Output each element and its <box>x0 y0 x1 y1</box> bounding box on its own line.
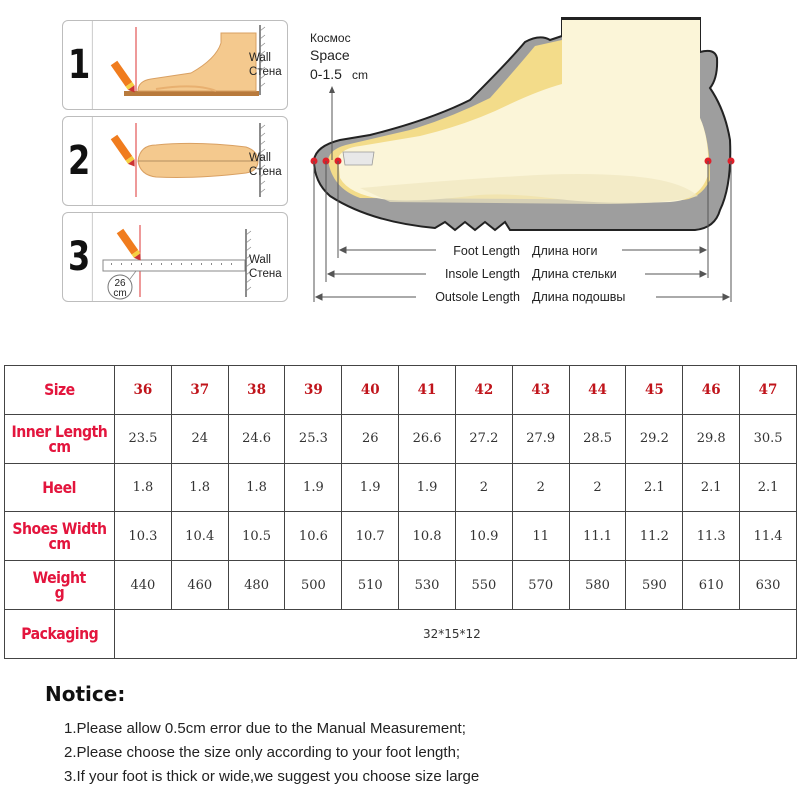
size-cell: 41 <box>399 366 456 415</box>
step-number: 2 <box>66 117 92 205</box>
row-header-shoes-width: Shoes Width cm <box>5 512 115 561</box>
inner-length-cell: 25.3 <box>285 414 342 463</box>
notice-title: Notice: <box>45 682 126 706</box>
weight-cell: 460 <box>171 561 228 610</box>
notice-list <box>64 717 479 789</box>
weight-cell: 610 <box>683 561 740 610</box>
shoes-width-cell: 10.5 <box>228 512 285 561</box>
size-cell: 44 <box>569 366 626 415</box>
notice-item: 2.Please choose the size only according to your foot length; <box>64 744 461 761</box>
size-cell: 46 <box>683 366 740 415</box>
shoe-cross-section-diagram <box>300 0 800 320</box>
weight-cell: 500 <box>285 561 342 610</box>
table-row-size <box>5 366 797 415</box>
size-cell: 45 <box>626 366 683 415</box>
weight-cell: 590 <box>626 561 683 610</box>
outsole-length-en: Outsole Length <box>435 290 520 304</box>
shoes-width-cell: 10.7 <box>342 512 399 561</box>
heel-cell: 2 <box>569 463 626 512</box>
table-row-weight <box>5 561 797 610</box>
row-header-inner-length: Inner Length cm <box>5 414 115 463</box>
measure-step-2 <box>62 116 288 206</box>
weight-cell: 480 <box>228 561 285 610</box>
weight-cell: 550 <box>455 561 512 610</box>
table-row-inner-length <box>5 414 797 463</box>
heel-cell: 2.1 <box>740 463 797 512</box>
table-row-shoes-width <box>5 512 797 561</box>
step-number: 3 <box>66 213 92 301</box>
step-number: 1 <box>66 21 92 109</box>
size-cell: 42 <box>455 366 512 415</box>
inner-length-cell: 29.8 <box>683 414 740 463</box>
heel-cell: 2.1 <box>626 463 683 512</box>
weight-cell: 580 <box>569 561 626 610</box>
row-header-heel: Heel <box>5 463 115 512</box>
shoes-width-cell: 11.1 <box>569 512 626 561</box>
size-cell: 43 <box>512 366 569 415</box>
row-header-weight: Weight g <box>5 561 115 610</box>
shoes-width-cell: 11 <box>512 512 569 561</box>
ruler-reading: 26 <box>114 278 126 289</box>
inner-length-cell: 26 <box>342 414 399 463</box>
inner-length-cell: 28.5 <box>569 414 626 463</box>
table-row-heel <box>5 463 797 512</box>
shoes-width-cell: 10.8 <box>399 512 456 561</box>
foot-length-ru: Длина ноги <box>532 244 598 258</box>
size-cell: 40 <box>342 366 399 415</box>
inner-length-cell: 24 <box>171 414 228 463</box>
notice-item: 3.If your foot is thick or wide,we suggest you choose size large <box>64 768 480 785</box>
space-range: 0-1.5 <box>310 66 342 82</box>
size-cell: 37 <box>171 366 228 415</box>
measure-step-3 <box>62 212 288 302</box>
shoes-width-cell: 10.9 <box>455 512 512 561</box>
heel-cell: 1.8 <box>171 463 228 512</box>
size-cell: 38 <box>228 366 285 415</box>
size-cell: 47 <box>740 366 797 415</box>
heel-cell: 1.9 <box>342 463 399 512</box>
heel-cell: 1.8 <box>228 463 285 512</box>
space-label-en: Space <box>310 47 350 63</box>
space-unit: cm <box>352 68 368 82</box>
shoes-width-cell: 10.3 <box>115 512 172 561</box>
shoes-width-cell: 10.6 <box>285 512 342 561</box>
inner-length-cell: 27.2 <box>455 414 512 463</box>
insole-length-en: Insole Length <box>444 267 520 281</box>
wall-label: Wall Стена <box>249 152 282 178</box>
shoes-width-cell: 11.4 <box>740 512 797 561</box>
weight-cell: 630 <box>740 561 797 610</box>
inner-length-cell: 26.6 <box>399 414 456 463</box>
size-chart-table <box>4 365 797 659</box>
heel-cell: 2.1 <box>683 463 740 512</box>
row-header-packaging: Packaging <box>5 609 115 658</box>
heel-cell: 1.9 <box>399 463 456 512</box>
shoes-width-cell: 10.4 <box>171 512 228 561</box>
heel-cell: 1.9 <box>285 463 342 512</box>
wall-label: Wall Стена <box>249 52 282 78</box>
size-cell: 36 <box>115 366 172 415</box>
weight-cell: 510 <box>342 561 399 610</box>
table-row-packaging <box>5 609 797 658</box>
measure-step-1 <box>62 20 288 110</box>
shoes-width-cell: 11.2 <box>626 512 683 561</box>
inner-length-cell: 30.5 <box>740 414 797 463</box>
heel-cell: 1.8 <box>115 463 172 512</box>
size-cell: 39 <box>285 366 342 415</box>
pencil-icon <box>111 61 138 95</box>
outsole-length-ru: Длина подошвы <box>532 290 626 304</box>
foot-length-en: Foot Length <box>453 244 520 258</box>
row-header-size: Size <box>5 366 115 415</box>
heel-cell: 2 <box>512 463 569 512</box>
inner-length-cell: 27.9 <box>512 414 569 463</box>
wall-label: Wall Стена <box>249 254 282 280</box>
heel-cell: 2 <box>455 463 512 512</box>
inner-length-cell: 29.2 <box>626 414 683 463</box>
space-label-ru: Космос <box>310 31 351 45</box>
pencil-icon <box>111 135 138 169</box>
packaging-cell: 32*15*12 <box>115 609 797 658</box>
weight-cell: 530 <box>399 561 456 610</box>
shoes-width-cell: 11.3 <box>683 512 740 561</box>
ruler-unit: cm <box>113 288 127 299</box>
weight-cell: 440 <box>115 561 172 610</box>
weight-cell: 570 <box>512 561 569 610</box>
inner-length-cell: 24.6 <box>228 414 285 463</box>
inner-length-cell: 23.5 <box>115 414 172 463</box>
insole-length-ru: Длина стельки <box>532 267 617 281</box>
notice-item: 1.Please allow 0.5cm error due to the Manual Measurement; <box>64 720 466 737</box>
